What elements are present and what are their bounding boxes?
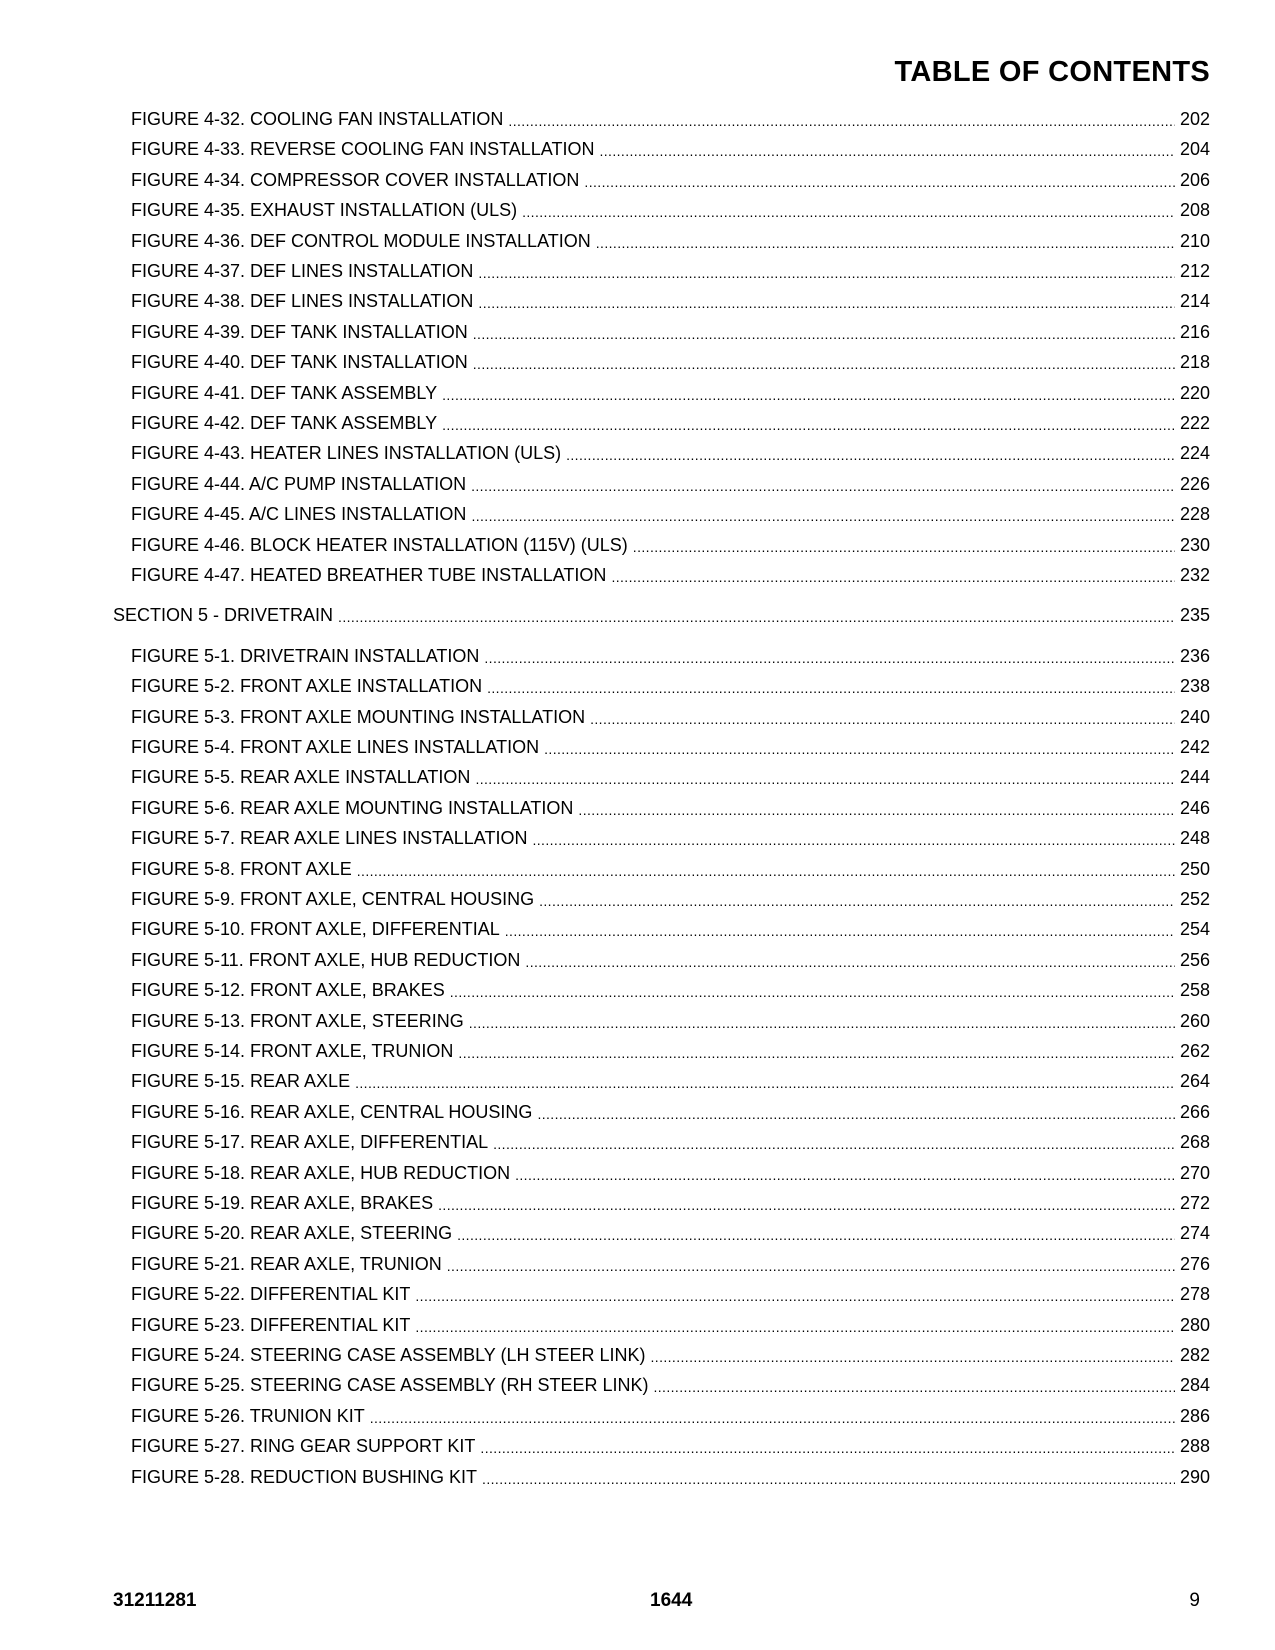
dot-leader	[478, 264, 1175, 282]
toc-entry-label: FIGURE 5-26. TRUNION KIT	[131, 1405, 365, 1426]
toc-entry-label: FIGURE 5-15. REAR AXLE	[131, 1071, 351, 1092]
toc-entry-label: FIGURE 5-17. REAR AXLE, DIFFERENTIAL	[131, 1132, 489, 1153]
dot-leader	[599, 142, 1175, 160]
dot-leader	[584, 173, 1175, 191]
dot-leader	[447, 1257, 1175, 1275]
toc-entry-label: FIGURE 5-9. FRONT AXLE, CENTRAL HOUSING	[131, 889, 535, 909]
toc-figure-entry[interactable]	[131, 1129, 1210, 1153]
toc-figure-entry[interactable]	[131, 1403, 1210, 1427]
dot-leader	[355, 1074, 1175, 1092]
toc-entry-label: FIGURE 5-27. RING GEAR SUPPORT KIT	[131, 1436, 476, 1457]
dot-leader	[438, 1196, 1175, 1214]
toc-entry-page: 272	[1179, 1193, 1210, 1213]
dot-leader	[338, 608, 1175, 626]
toc-figure-entry[interactable]	[131, 1190, 1210, 1214]
toc-figure-entry[interactable]	[131, 977, 1210, 1001]
toc-entry-label: FIGURE 4-45. A/C LINES INSTALLATION	[131, 504, 467, 525]
toc-figure-entry[interactable]	[131, 1342, 1210, 1366]
toc-entry-label: FIGURE 5-8. FRONT AXLE	[131, 858, 352, 879]
toc-entry-page: 252	[1179, 889, 1210, 909]
toc-entry-page: 274	[1179, 1223, 1210, 1244]
toc-entry-page: 214	[1179, 291, 1210, 312]
toc-entry-page: 220	[1179, 382, 1210, 403]
toc-entry-label: FIGURE 5-7. REAR AXLE LINES INSTALLATION	[131, 828, 528, 849]
toc-entry-page: 216	[1179, 321, 1210, 342]
toc-entry-page: 222	[1179, 413, 1210, 433]
toc-entry-label: FIGURE 4-32. COOLING FAN INSTALLATION	[131, 109, 504, 129]
toc-figure-entry[interactable]	[131, 440, 1210, 464]
toc-figure-entry[interactable]	[131, 288, 1210, 312]
dot-leader	[611, 568, 1175, 586]
toc-figure-entry[interactable]	[131, 501, 1210, 525]
toc-entry-page: 278	[1179, 1284, 1210, 1305]
toc-entry-label: FIGURE 4-37. DEF LINES INSTALLATION	[131, 261, 474, 281]
dot-leader	[442, 386, 1175, 404]
toc-entry-page: 238	[1179, 676, 1210, 697]
toc-figure-entry[interactable]	[131, 1372, 1210, 1396]
toc-figure-entry[interactable]	[131, 856, 1210, 880]
toc-entry-page: 264	[1179, 1071, 1210, 1092]
toc-entry-label: FIGURE 4-46. BLOCK HEATER INSTALLATION (115V) (ULS)	[131, 534, 628, 555]
toc-entry-label: FIGURE 4-38. DEF LINES INSTALLATION	[131, 291, 474, 312]
toc-entry-page: 226	[1179, 473, 1210, 494]
toc-figure-entry[interactable]	[131, 1220, 1210, 1244]
toc-entry-page: 204	[1179, 139, 1210, 160]
toc-entry-page: 260	[1179, 1010, 1210, 1031]
toc-figure-entry[interactable]	[131, 886, 1210, 910]
dot-leader	[458, 1044, 1175, 1062]
toc-entry-page: 224	[1179, 443, 1210, 464]
toc-figure-entry[interactable]	[131, 1464, 1210, 1488]
toc-entry-page: 236	[1179, 645, 1210, 666]
toc-figure-entry[interactable]	[131, 704, 1210, 728]
toc-entry-page: 240	[1179, 706, 1210, 727]
toc-entry-page: 246	[1179, 797, 1210, 818]
dot-leader	[473, 325, 1175, 343]
toc-figure-entry[interactable]	[131, 916, 1210, 940]
toc-entry-label: FIGURE 5-1. DRIVETRAIN INSTALLATION	[131, 645, 480, 666]
toc-figure-entry[interactable]	[131, 197, 1210, 221]
toc-entry-label: FIGURE 4-42. DEF TANK ASSEMBLY	[131, 413, 438, 433]
toc-entry-page: 218	[1179, 352, 1210, 373]
toc-entry-page: 286	[1179, 1405, 1210, 1426]
toc-entry-page: 228	[1179, 504, 1210, 525]
toc-figure-entry[interactable]	[131, 1068, 1210, 1092]
toc-entry-label: FIGURE 4-44. A/C PUMP INSTALLATION	[131, 473, 467, 494]
toc-entry-page: 230	[1179, 534, 1210, 555]
toc-figure-entry[interactable]	[131, 825, 1210, 849]
toc-entry-page: 202	[1179, 109, 1210, 129]
toc-figure-entry[interactable]	[131, 1160, 1210, 1184]
toc-figure-entry[interactable]	[131, 532, 1210, 556]
toc-figure-entry[interactable]	[131, 795, 1210, 819]
toc-entry-page: 288	[1179, 1436, 1210, 1457]
toc-entry-page: 268	[1179, 1132, 1210, 1153]
dot-leader	[480, 1439, 1175, 1457]
toc-entry-page: 258	[1179, 980, 1210, 1001]
toc-figure-entry[interactable]	[131, 1251, 1210, 1275]
dot-leader	[484, 649, 1175, 667]
toc-figure-entry[interactable]	[131, 1008, 1210, 1032]
toc-figure-entry[interactable]	[131, 167, 1210, 191]
toc-entry-page: 235	[1179, 605, 1210, 626]
model-number: 1644	[650, 1590, 693, 1611]
toc-entry-page: 266	[1179, 1101, 1210, 1122]
dot-leader	[537, 1105, 1175, 1123]
page-title: TABLE OF CONTENTS	[894, 56, 1210, 88]
toc-entry-label: FIGURE 5-2. FRONT AXLE INSTALLATION	[131, 676, 483, 697]
toc-entry-page: 248	[1179, 828, 1210, 849]
toc-entry-label: FIGURE 5-11. FRONT AXLE, HUB REDUCTION	[131, 949, 521, 970]
toc-entry-label: FIGURE 4-41. DEF TANK ASSEMBLY	[131, 382, 438, 403]
toc-entry-page: 242	[1179, 737, 1210, 757]
toc-entry-label: FIGURE 5-5. REAR AXLE INSTALLATION	[131, 767, 471, 788]
toc-entry-label: FIGURE 4-35. EXHAUST INSTALLATION (ULS)	[131, 200, 518, 221]
toc-figure-entry[interactable]	[131, 471, 1210, 495]
dot-leader	[633, 538, 1175, 556]
dot-leader	[482, 1470, 1175, 1488]
dot-leader	[478, 294, 1175, 312]
toc-entry-page: 270	[1179, 1162, 1210, 1183]
toc-figure-entry[interactable]	[131, 562, 1210, 586]
toc-entry-label: FIGURE 4-33. REVERSE COOLING FAN INSTALLATION	[131, 139, 595, 160]
toc-entry-label: FIGURE 5-16. REAR AXLE, CENTRAL HOUSING	[131, 1101, 533, 1122]
toc-entry-page: 210	[1179, 230, 1210, 251]
toc-figure-entry[interactable]	[131, 764, 1210, 788]
toc-entry-label: FIGURE 5-22. DIFFERENTIAL KIT	[131, 1284, 411, 1305]
toc-entry-label: FIGURE 5-3. FRONT AXLE MOUNTING INSTALLATION	[131, 706, 586, 727]
toc-entry-label: FIGURE 5-21. REAR AXLE, TRUNION	[131, 1253, 442, 1274]
toc-entry-label: FIGURE 5-14. FRONT AXLE, TRUNION	[131, 1041, 454, 1061]
toc-figure-entry[interactable]	[131, 136, 1210, 160]
dot-leader	[525, 953, 1175, 971]
toc-figure-entry[interactable]	[131, 1038, 1210, 1062]
toc-entry-label: FIGURE 5-23. DIFFERENTIAL KIT	[131, 1314, 411, 1335]
toc-figure-entry[interactable]	[131, 258, 1210, 282]
dot-leader	[450, 983, 1175, 1001]
toc-figure-entry[interactable]	[131, 734, 1210, 758]
toc-figure-entry[interactable]	[131, 106, 1210, 130]
toc-entry-label: FIGURE 5-6. REAR AXLE MOUNTING INSTALLATION	[131, 797, 574, 818]
toc-figure-entry[interactable]	[131, 643, 1210, 667]
dot-leader	[522, 203, 1175, 221]
toc-entry-label: FIGURE 4-36. DEF CONTROL MODULE INSTALLATION	[131, 230, 591, 251]
toc-figure-entry[interactable]	[131, 410, 1210, 434]
toc-figure-entry[interactable]	[131, 380, 1210, 404]
dot-leader	[415, 1287, 1175, 1305]
toc-entry-label: FIGURE 4-34. COMPRESSOR COVER INSTALLATION	[131, 169, 580, 190]
toc-entry-page: 256	[1179, 949, 1210, 970]
toc-entry-page: 282	[1179, 1345, 1210, 1365]
dot-leader	[544, 740, 1175, 758]
toc-entry-label: FIGURE 4-43. HEATER LINES INSTALLATION (ULS)	[131, 443, 562, 464]
dot-leader	[487, 679, 1175, 697]
toc-entry-label: FIGURE 5-4. FRONT AXLE LINES INSTALLATION	[131, 737, 540, 757]
toc-entry-page: 244	[1179, 767, 1210, 788]
toc-entry-label: FIGURE 5-19. REAR AXLE, BRAKES	[131, 1193, 434, 1213]
dot-leader	[493, 1135, 1175, 1153]
dot-leader	[515, 1166, 1175, 1184]
toc-entry-label: FIGURE 5-24. STEERING CASE ASSEMBLY (LH STEER LINK)	[131, 1345, 646, 1365]
toc-entry-page: 212	[1179, 261, 1210, 281]
toc-entry-page: 290	[1179, 1466, 1210, 1487]
dot-leader	[457, 1226, 1175, 1244]
toc-figure-entry[interactable]	[131, 673, 1210, 697]
toc-entry-page: 254	[1179, 919, 1210, 940]
dot-leader	[650, 1348, 1174, 1366]
toc-figure-entry[interactable]	[131, 228, 1210, 252]
toc-entry-label: SECTION 5 - DRIVETRAIN	[113, 605, 334, 626]
toc-entry-label: FIGURE 5-18. REAR AXLE, HUB REDUCTION	[131, 1162, 511, 1183]
dot-leader	[475, 770, 1175, 788]
dot-leader	[505, 922, 1175, 940]
toc-entry-label: FIGURE 5-28. REDUCTION BUSHING KIT	[131, 1466, 478, 1487]
toc-entry-label: FIGURE 4-47. HEATED BREATHER TUBE INSTALLATION	[131, 565, 607, 585]
toc-entry-label: FIGURE 5-12. FRONT AXLE, BRAKES	[131, 980, 445, 1001]
dot-leader	[539, 892, 1175, 910]
toc-entry-page: 276	[1179, 1253, 1210, 1274]
toc-figure-entry[interactable]	[131, 1312, 1210, 1336]
toc-entry-page: 232	[1179, 565, 1210, 585]
dot-leader	[653, 1378, 1174, 1396]
toc-entry-page: 284	[1179, 1375, 1210, 1396]
dot-leader	[442, 416, 1175, 434]
dot-leader	[357, 862, 1175, 880]
dot-leader	[370, 1409, 1175, 1427]
dot-leader	[471, 477, 1175, 495]
dot-leader	[508, 112, 1175, 130]
toc-figure-entry[interactable]	[131, 1099, 1210, 1123]
dot-leader	[596, 234, 1175, 252]
dot-leader	[566, 446, 1175, 464]
dot-leader	[471, 507, 1175, 525]
toc-entry-label: FIGURE 5-10. FRONT AXLE, DIFFERENTIAL	[131, 919, 500, 940]
toc-entry-page: 208	[1179, 200, 1210, 221]
dot-leader	[590, 710, 1175, 728]
toc-entry-page: 262	[1179, 1041, 1210, 1061]
toc-section-entry[interactable]	[113, 602, 1210, 626]
toc-entry-label: FIGURE 5-13. FRONT AXLE, STEERING	[131, 1010, 464, 1031]
dot-leader	[473, 355, 1175, 373]
toc-entry-label: FIGURE 4-40. DEF TANK INSTALLATION	[131, 352, 468, 373]
page-number: 9	[1189, 1590, 1200, 1611]
toc-figure-entry[interactable]	[131, 947, 1210, 971]
toc-entry-label: FIGURE 5-20. REAR AXLE, STEERING	[131, 1223, 453, 1244]
toc-entry-page: 250	[1179, 858, 1210, 879]
toc-figure-entry[interactable]	[131, 1433, 1210, 1457]
dot-leader	[469, 1014, 1175, 1032]
document-number: 31211281	[113, 1590, 197, 1611]
dot-leader	[532, 831, 1175, 849]
toc-entry-label: FIGURE 4-39. DEF TANK INSTALLATION	[131, 321, 468, 342]
dot-leader	[578, 801, 1175, 819]
toc-entry-page: 280	[1179, 1314, 1210, 1335]
dot-leader	[415, 1318, 1175, 1336]
toc-figure-entry[interactable]	[131, 1281, 1210, 1305]
toc-entry-label: FIGURE 5-25. STEERING CASE ASSEMBLY (RH STEER LINK)	[131, 1375, 649, 1396]
toc-figure-entry[interactable]	[131, 349, 1210, 373]
toc-entry-page: 206	[1179, 169, 1210, 190]
toc-figure-entry[interactable]	[131, 319, 1210, 343]
